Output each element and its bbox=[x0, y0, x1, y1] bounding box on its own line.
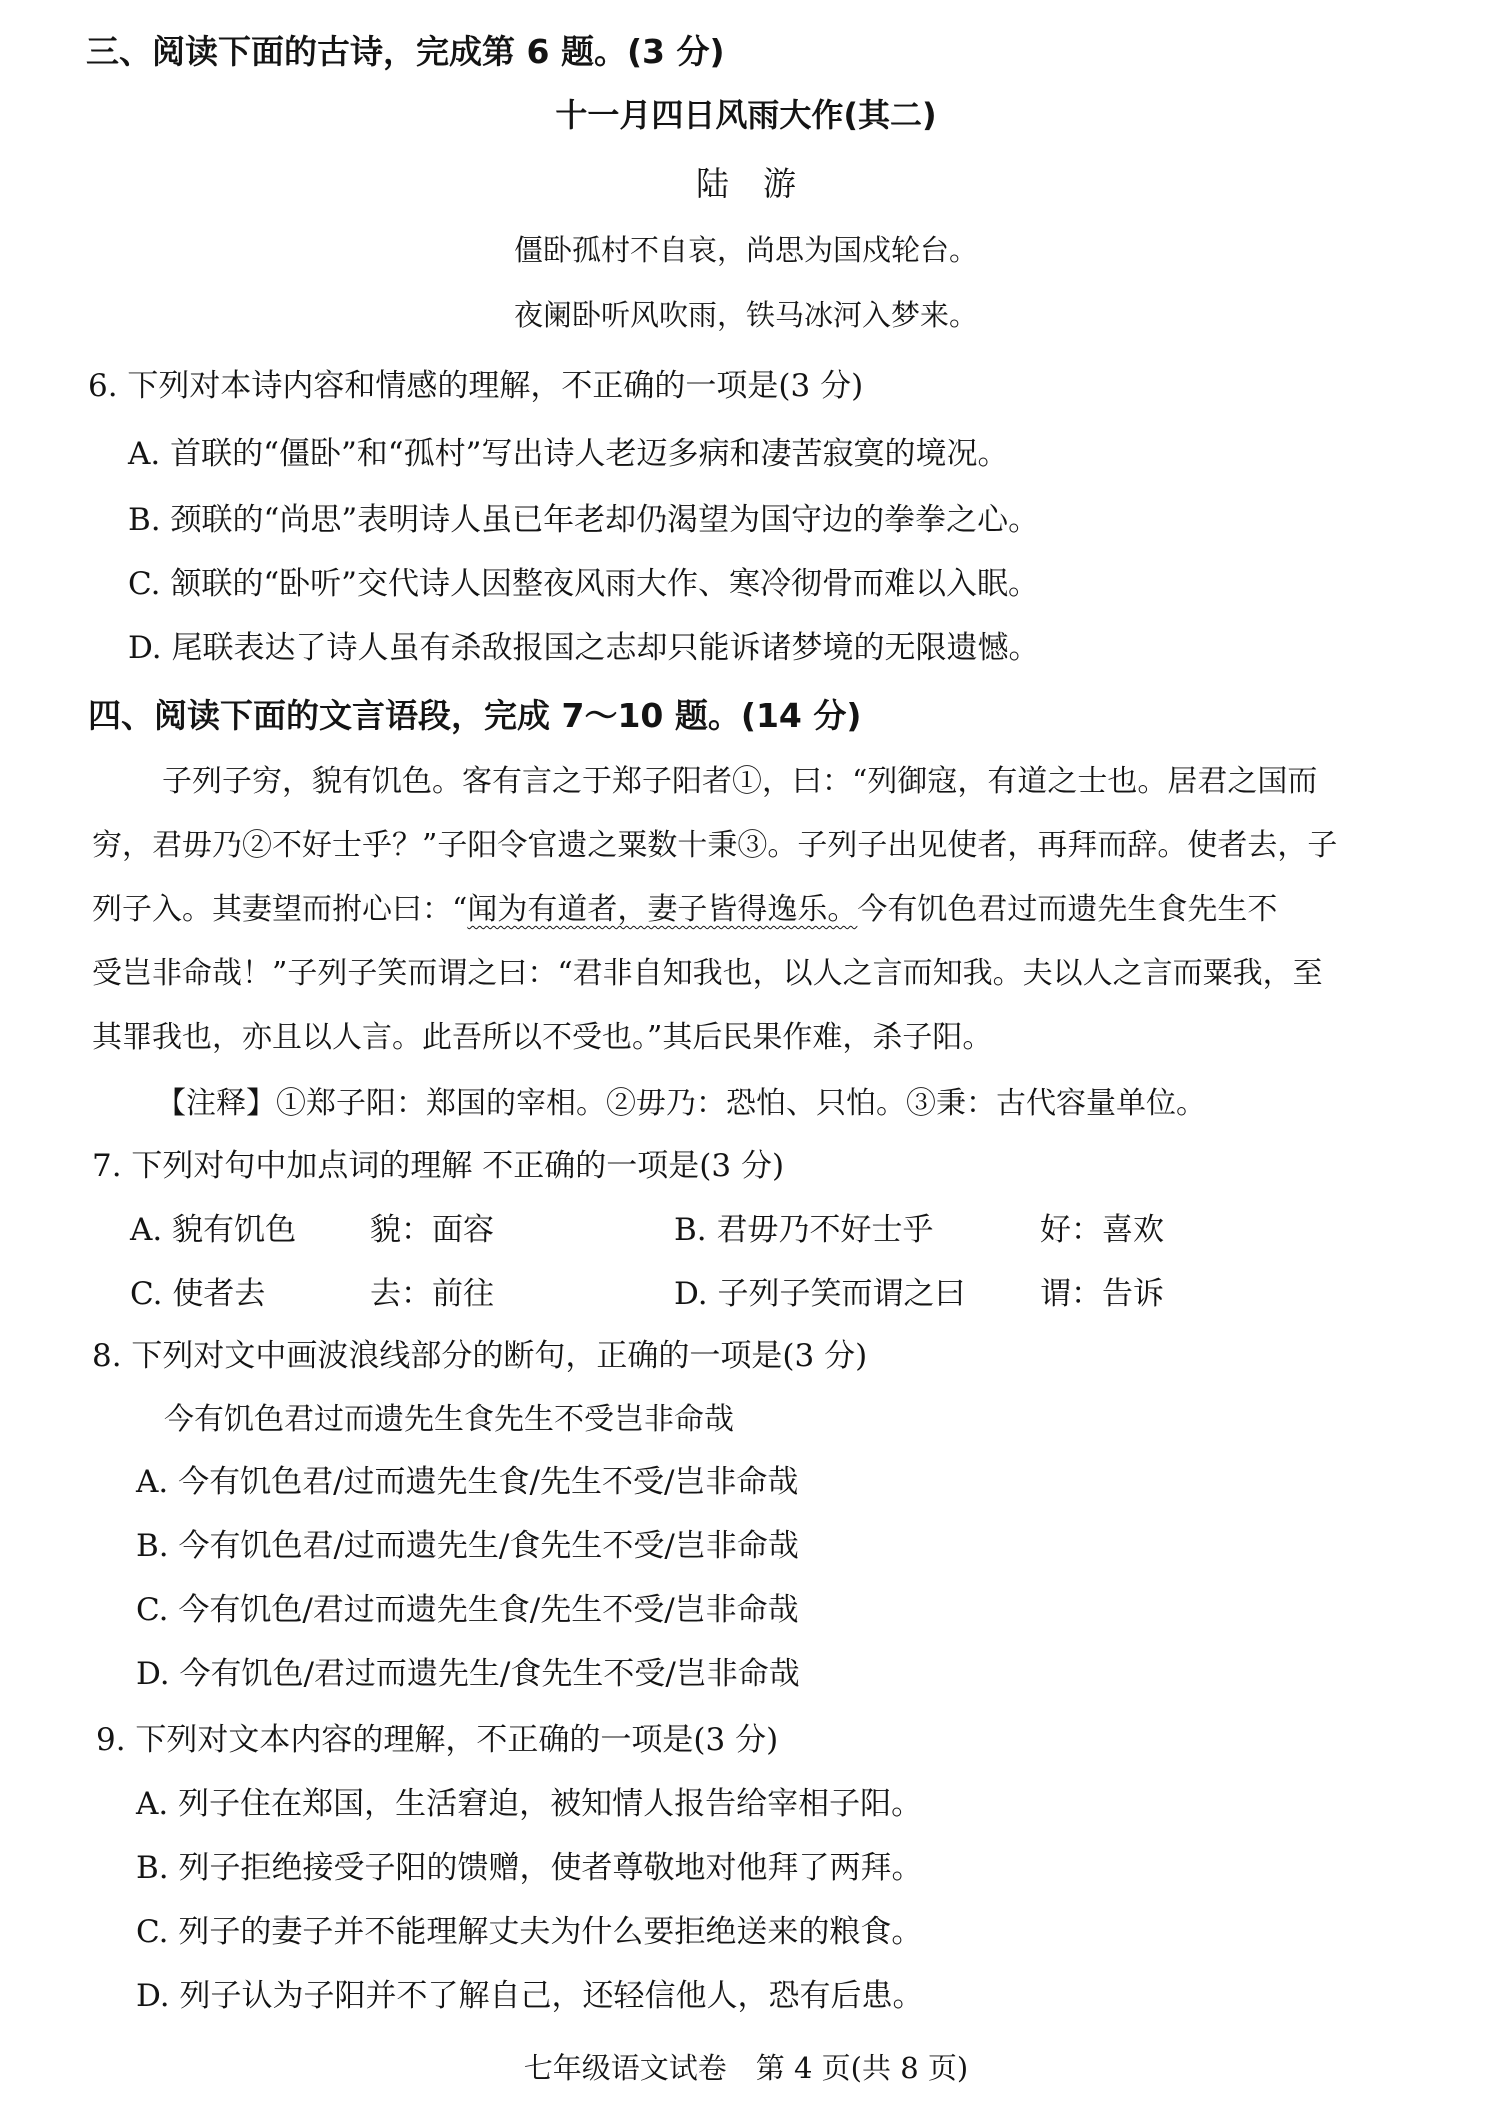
question-9-stem: 9. 下列对文本内容的理解，不正确的一项是(3 分) bbox=[96, 1722, 779, 1758]
passage-line-3-pre: 列子入。其妻望而拊心曰：“ bbox=[92, 892, 468, 927]
question-6-stem: 6. 下列对本诗内容和情感的理解，不正确的一项是(3 分) bbox=[88, 368, 864, 404]
poem-line-2: 夜阑卧听风吹雨，铁马冰河入梦来。 bbox=[513, 298, 978, 332]
passage-line-5: 其罪我也，亦且以人言。此吾所以不受也。”其后民果作难，杀子阳。 bbox=[92, 1020, 993, 1055]
question-8-stem: 8. 下列对文中画波浪线部分的断句，正确的一项是(3 分) bbox=[92, 1338, 868, 1374]
question-9-option-d: D. 列子认为子阳并不了解自己，还轻信他人，恐有后患。 bbox=[136, 1978, 924, 2014]
question-8-option-a: A. 今有饥色君/过而遗先生食/先生不受/岂非命哉 bbox=[136, 1464, 799, 1500]
passage-line-1: 子列子穷，貌有饥色。客有言之于郑子阳者①，曰：“列御寇，有道之士也。居君之国而 bbox=[162, 764, 1318, 799]
question-6-option-c: C. 颔联的“卧听”交代诗人因整夜风雨大作、寒冷彻骨而难以入眠。 bbox=[128, 566, 1040, 602]
question-7-c-gloss: 去：前往 bbox=[370, 1276, 494, 1312]
question-7-d-phrase: D. 子列子笑而谓之曰 bbox=[674, 1276, 966, 1312]
question-7-d-gloss: 谓：告诉 bbox=[1040, 1276, 1164, 1312]
question-8-sentence: 今有饥色君过而遗先生食先生不受岂非命哉 bbox=[164, 1402, 734, 1437]
passage-annotation: 【注释】①郑子阳：郑国的宰相。②毋乃：恐怕、只怕。③秉：古代容量单位。 bbox=[156, 1086, 1206, 1121]
question-7-a-gloss: 貌：面容 bbox=[370, 1212, 494, 1248]
passage-line-4: 受岂非命哉！”子列子笑而谓之曰：“君非自知我也，以人之言而知我。夫以人之言而粟我，至 bbox=[92, 956, 1323, 991]
question-7-c-phrase: C. 使者去 bbox=[130, 1276, 266, 1312]
question-7-stem: 7. 下列对句中加点词的理解 不正确的一项是(3 分) bbox=[92, 1148, 785, 1184]
question-6-option-a: A. 首联的“僵卧”和“孤村”写出诗人老迈多病和凄苦寂寞的境况。 bbox=[128, 436, 1009, 472]
question-9-option-a: A. 列子住在郑国，生活窘迫，被知情人报告给宰相子阳。 bbox=[136, 1786, 923, 1822]
question-7-b-gloss: 好：喜欢 bbox=[1040, 1212, 1164, 1248]
question-8-option-b: B. 今有饥色君/过而遗先生/食先生不受/岂非命哉 bbox=[136, 1528, 799, 1564]
question-9-option-c: C. 列子的妻子并不能理解丈夫为什么要拒绝送来的粮食。 bbox=[136, 1914, 923, 1950]
passage-line-2: 穷，君毋乃②不好士乎？”子阳令官遗之粟数十秉③。子列子出见使者，再拜而辞。使者去，子 bbox=[92, 828, 1338, 863]
question-8-option-d: D. 今有饥色/君过而遗先生/食先生不受/岂非命哉 bbox=[136, 1656, 800, 1692]
question-7-a-phrase: A. 貌有饥色 bbox=[130, 1212, 297, 1248]
passage-line-3 bbox=[92, 884, 1277, 928]
wavy-underlined-sentence: 闻为有道者，妻子皆得逸乐。 bbox=[467, 892, 858, 927]
passage-line-3-post: 今有饥色君过而遗先生食先生不 bbox=[857, 892, 1278, 927]
poem-author: 陆游 bbox=[696, 164, 830, 203]
question-8-option-c: C. 今有饥色/君过而遗先生食/先生不受/岂非命哉 bbox=[136, 1592, 799, 1628]
page-footer: 七年级语文试卷 第 4 页(共 8 页) bbox=[523, 2051, 969, 2085]
section-heading-4: 四、阅读下面的文言语段，完成 7～10 题。(14 分) bbox=[88, 696, 862, 735]
poem-line-1: 僵卧孤村不自哀，尚思为国戍轮台。 bbox=[513, 233, 978, 267]
question-9-option-b: B. 列子拒绝接受子阳的馈赠，使者尊敬地对他拜了两拜。 bbox=[136, 1850, 923, 1886]
question-6-option-d: D. 尾联表达了诗人虽有杀敌报国之志却只能诉诸梦境的无限遗憾。 bbox=[128, 630, 1040, 666]
question-6-option-b: B. 颈联的“尚思”表明诗人虽已年老却仍渴望为国守边的拳拳之心。 bbox=[128, 502, 1040, 538]
section-heading-3: 三、阅读下面的古诗，完成第 6 题。(3 分) bbox=[86, 32, 725, 71]
poem-title: 十一月四日风雨大作(其二) bbox=[555, 96, 937, 134]
question-7-b-phrase: B. 君毋乃不好士乎 bbox=[674, 1212, 934, 1248]
